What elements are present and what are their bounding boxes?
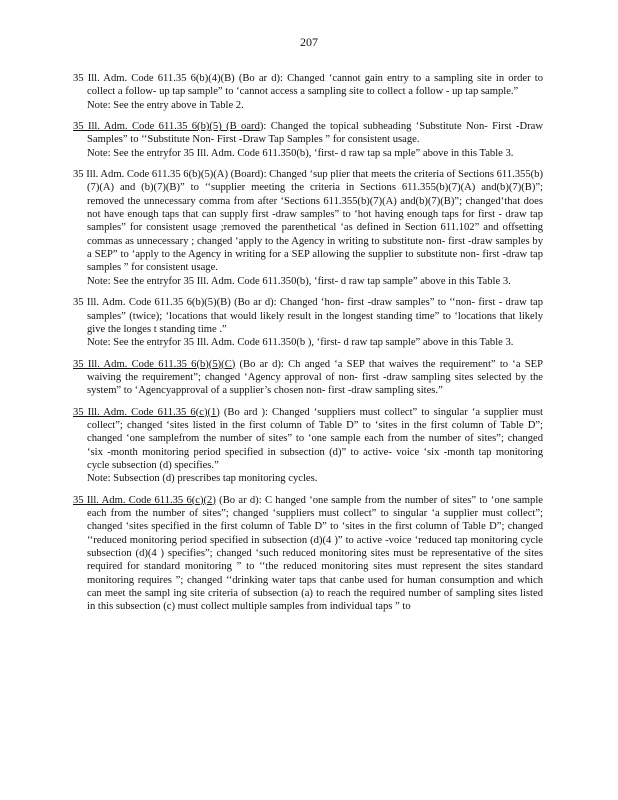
entry-text: (Bo ar d): Changed ‘cannot gain entry to a sampling site in order to collect a follow- up tap sample” to ‘cannot access a sampling site to collect a follow - up tap sample.” — [87, 73, 543, 98]
entries-list — [73, 72, 543, 622]
entry-paragraph — [73, 494, 543, 614]
entry-note: Note: See the entryfor 35 Ill. Adm. Code 611.350(b), ‘first- d raw tap sample” above in this Table 3. — [87, 275, 511, 287]
entry-text: ): Changed the topical subheading ‘Substitute Non- First -Draw Samples” to ‘‘Substitute Non- First -Draw Tap Samples ” for consistent usage. — [87, 121, 543, 146]
entry-paragraph — [73, 296, 543, 349]
entry-paragraph — [73, 72, 543, 112]
entry-text: (Board): Changed ‘sup plier that meets the criteria of Sections 611.355(b)(7)(A) and (b)(7)(B)” to ‘‘supplier meeting the criteria in Sections 611.355(b)(7)(A) and(b)(7)(B)”; removed the unnecessary comma from after ‘Sections 611.355(b)(7)(A) and(b)(7)(B)”; changed‘that does not have enough taps that can supply first -draw samples” to ‘hot having enough taps for first - draw tap samples” for consistent usage ;removed the parenthetical ‘as defined in Section 611.102” and offsetting commas as unnecessary ; changed ‘apply to the Agency in writing to substitute non- first -draw samples by a SEP” to ‘apply to the Agency in writing for a SEP allowing the supplier to substitute non- first -draw tap samples ” for consistent usage. — [87, 169, 543, 274]
entry-paragraph — [73, 120, 543, 160]
entry-citation: 35 Ill. Adm. Code 611.35 6(b)(5) (B oard — [73, 121, 260, 133]
entry-note: Note: See the entryfor 35 Ill. Adm. Code 611.350(b), ‘first- d raw tap sa mple” above in this Table 3. — [87, 147, 514, 159]
entry-paragraph — [73, 406, 543, 486]
entry-paragraph — [73, 358, 543, 398]
entry-citation: 35 Ill. Adm. Code 611.35 6(b)(5)(B) — [73, 297, 231, 309]
entry-note: Note: Subsection (d) prescribes tap monitoring cycles. — [87, 473, 318, 485]
entry-citation: 35 Ill. Adm. Code 611.35 6(b)(5)(C) — [73, 358, 236, 370]
entry-text: (Bo ar d): C hanged ‘one sample from the number of sites” to ‘one sample each from the number of sites”; changed ‘suppliers must collect” to singular ‘a supplier must collect”; changed ‘sites specified in the first column of Table D” to ‘sites in the first column of Table D”; changed ‘‘reduced monitoring period specified in subsection (d)(4 )” to active -voice ‘reduced tap monitoring cycle subsection (d)(4 ) specifies”; changed ‘such reduced monitoring sites must be representative of the sites required for standard monitoring ” to ‘‘the reduced monitoring sites must represent the sites standard monitoring requires ”; changed ‘‘drinking water taps that canbe used for human consumption and which can meet the sampl ing site criteria of subsection (a) to reach the required number of sampling sites listed in this subsection (c) must collect multiple samples from individual taps ” to — [87, 494, 543, 613]
entry-text: (Bo ar d): Changed ‘hon- first -draw samples” to ‘‘non- first - draw tap samples” (twice); ‘locations that would likely result in the longest standing time” to ‘locations that likely give the longes t standing time .” — [87, 297, 544, 335]
entry-note: Note: See the entryfor 35 Ill. Adm. Code 611.350(b ), ‘first- d raw tap sample” above in this Table 3. — [87, 337, 514, 349]
page-number: 207 — [300, 35, 318, 49]
entry-paragraph — [73, 168, 543, 288]
entry-citation: 35 Ill. Adm. Code 611.35 6(b)(4)(B) — [73, 73, 235, 84]
entry-citation: 35 Ill. Adm. Code 611.35 6(c)(1) — [73, 406, 220, 418]
entry-text: (Bo ard ): Changed ‘suppliers must collect” to singular ‘a supplier must collect”; changed ‘sites listed in the first column of Table D” to ‘sites in the first column of Table D”; changed ‘one samplefrom the number of sites” to ‘one sample each from the number of sites”; changed ‘six -month monitoring period specified in subsection (d)” to active- voice ‘six -month tap monitoring cycle subsection (d) specifies.” — [87, 406, 543, 471]
entry-citation: 35 Ill. Adm. Code 611.35 6(b)(5)(A) — [73, 169, 228, 181]
entry-note: Note: See the entry above in Table 2. — [87, 99, 244, 111]
entry-citation: 35 Ill. Adm. Code 611.35 6(c)(2) — [73, 494, 216, 506]
entry-text: (Bo ar d): Ch anged ‘a SEP that waives the requirement” to ‘a SEP waiving the requirement”; changed ‘Agency approval of non- first -draw sampling sites selected by the system” to ‘Agencyapproval of a supplier’s chosen non- first -draw sampling sites.” — [87, 358, 544, 397]
